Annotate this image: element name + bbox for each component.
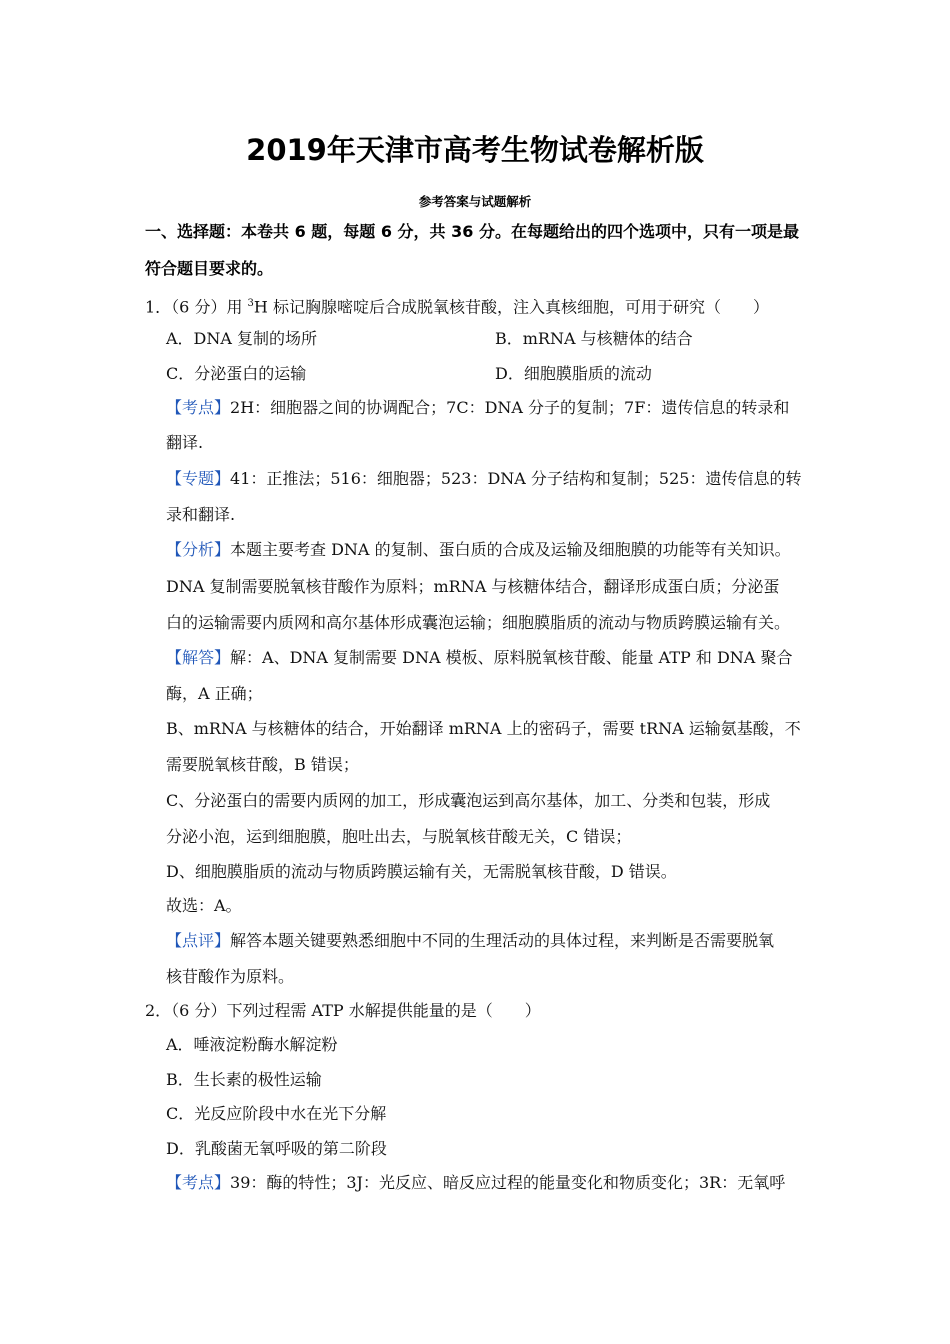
q1-zhuanti-text-2: 录和翻译.: [166, 505, 236, 524]
q1-jieda-text-1: 解：A、DNA 复制需要 DNA 模板、原料脱氧核苷酸、能量 ATP 和 DNA 聚合: [230, 648, 793, 667]
q1-jieda-text-4: 需要脱氧核苷酸，B 错误；: [166, 755, 359, 774]
q1-stem: [145, 294, 769, 317]
page-subtitle: 参考答案与试题解析: [418, 194, 532, 209]
q2-stem: 2．（6 分）下列过程需 ATP 水解提供能量的是（ ）: [145, 1001, 541, 1020]
q1-fenxi-text-2: DNA 复制需要脱氧核苷酸作为原料；mRNA 与核糖体结合，翻译形成蛋白质；分泌蛋: [166, 577, 780, 596]
q1-option-c: C．分泌蛋白的运输: [166, 364, 307, 383]
q1-kaodian-text-2: 翻译.: [166, 433, 204, 452]
page-title: 2019年天津市高考生物试卷解析版: [246, 133, 704, 167]
q1-jieda-tag: 【解答】: [166, 648, 231, 667]
q2-option-d: D．乳酸菌无氧呼吸的第二阶段: [166, 1139, 387, 1158]
q2-option-c: C．光反应阶段中水在光下分解: [166, 1104, 387, 1123]
q2-kaodian: [166, 1173, 785, 1193]
q2-kaodian-tag: 【考点】: [166, 1173, 231, 1192]
q1-jieda-text-2: 酶，A 正确；: [166, 684, 263, 703]
q1-dianping-text-1: 解答本题关键要熟悉细胞中不同的生理活动的具体过程，来判断是否需要脱氧: [230, 931, 775, 950]
section-heading-line-2: 符合题目要求的。: [145, 259, 274, 278]
q1-stem-post: H 标记胸腺嘧啶后合成脱氧核苷酸，注入真核细胞，可用于研究（ ）: [253, 297, 769, 317]
section-heading-line-1: 一、选择题：本卷共 6 题，每题 6 分，共 36 分。在每题给出的四个选项中，只有一项是最: [145, 222, 799, 241]
q1-jieda: [166, 648, 792, 668]
q1-dianping-tag: 【点评】: [166, 931, 231, 950]
q1-option-d: D．细胞膜脂质的流动: [495, 364, 652, 383]
q1-dianping: [166, 931, 774, 951]
q1-zhuanti-tag: 【专题】: [166, 469, 231, 488]
q1-stem-sup: 3: [247, 298, 254, 309]
q1-jieda-text-8: 故选：A。: [166, 896, 242, 915]
q1-jieda-text-6: 分泌小泡，运到细胞膜，胞吐出去，与脱氧核苷酸无关，C 错误；: [166, 827, 632, 846]
q1-option-b: B．mRNA 与核糖体的结合: [495, 329, 693, 348]
q1-jieda-text-3: B、mRNA 与核糖体的结合，开始翻译 mRNA 上的密码子，需要 tRNA 运输氨基酸，不: [166, 719, 801, 738]
q1-option-a: A．DNA 复制的场所: [166, 329, 318, 348]
q1-fenxi: [166, 540, 791, 560]
q1-fenxi-tag: 【分析】: [166, 540, 231, 559]
q1-stem-pre: 1．（6 分）用: [145, 297, 248, 317]
q1-kaodian-text-1: 2H：细胞器之间的协调配合；7C：DNA 分子的复制；7F：遗传信息的转录和: [230, 398, 790, 417]
q1-kaodian-tag: 【考点】: [166, 398, 231, 417]
q1-kaodian: [166, 398, 789, 418]
q2-kaodian-text-1: 39：酶的特性；3J：光反应、暗反应过程的能量变化和物质变化；3R：无氧呼: [230, 1173, 786, 1192]
q1-jieda-text-5: C、分泌蛋白的需要内质网的加工，形成囊泡运到高尔基体，加工、分类和包装，形成: [166, 791, 771, 810]
q1-jieda-text-7: D、细胞膜脂质的流动与物质跨膜运输有关，无需脱氧核苷酸，D 错误。: [166, 862, 677, 881]
q1-dianping-text-2: 核苷酸作为原料。: [166, 967, 295, 986]
q2-option-b: B．生长素的极性运输: [166, 1070, 322, 1089]
q1-fenxi-text-3: 白的运输需要内质网和高尔基体形成囊泡运输；细胞膜脂质的流动与物质跨膜运输有关。: [166, 613, 791, 632]
q2-option-a: A．唾液淀粉酶水解淀粉: [166, 1035, 338, 1054]
q1-zhuanti: [166, 469, 801, 489]
q1-zhuanti-text-1: 41：正推法；516：细胞器；523：DNA 分子结构和复制；525：遗传信息的转: [230, 469, 802, 488]
q1-fenxi-text-1: 本题主要考查 DNA 的复制、蛋白质的合成及运输及细胞膜的功能等有关知识。: [230, 540, 791, 559]
